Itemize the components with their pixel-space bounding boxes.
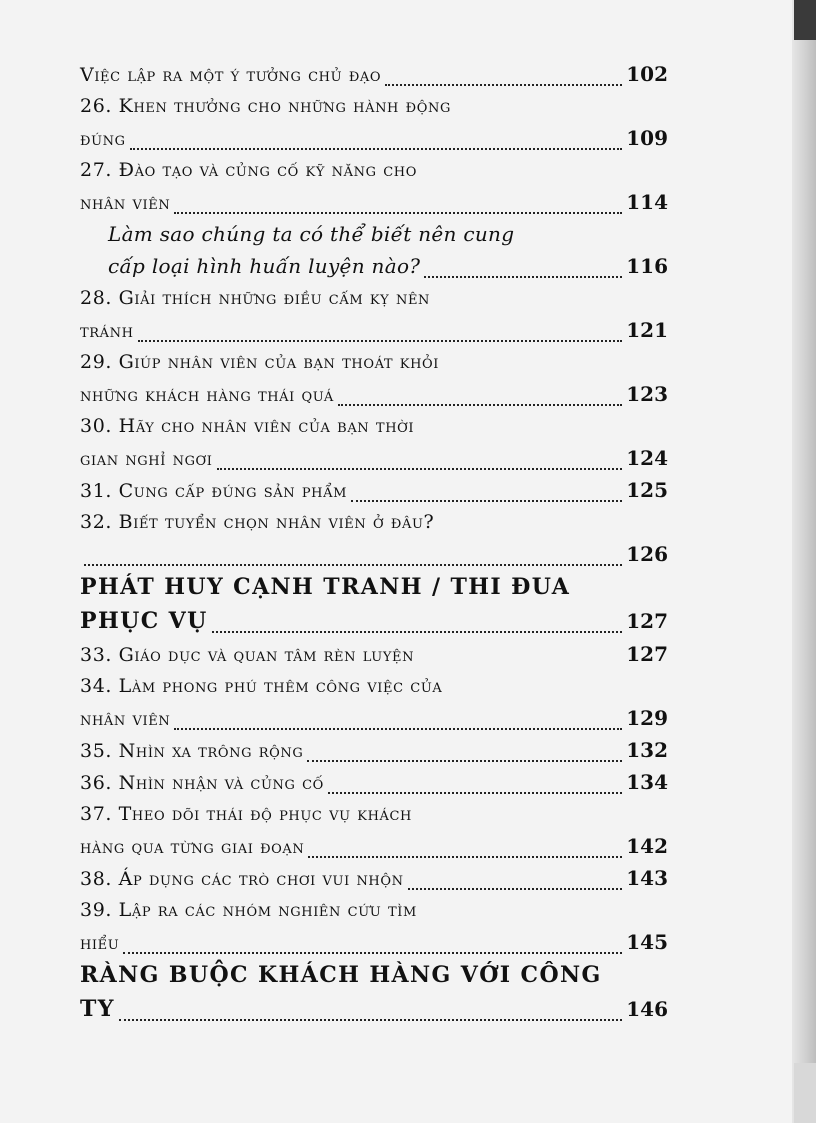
toc-entry-text: hàng qua từng giai đoạn — [80, 836, 305, 858]
toc-subentry — [80, 218, 668, 250]
page-edge-shadow — [794, 0, 816, 40]
toc-page-number: 146 — [626, 997, 668, 1021]
toc-section-heading — [80, 604, 668, 638]
toc-page-number: 127 — [626, 642, 668, 666]
toc-entry — [80, 670, 668, 702]
leader-dots — [328, 770, 622, 794]
toc-entry — [80, 58, 668, 90]
toc-entry-text: 35. Nhìn xa trông rộng — [80, 740, 304, 762]
toc-entry — [80, 410, 668, 442]
toc-entry — [80, 378, 668, 410]
toc-entry — [80, 798, 668, 830]
leader-dots — [217, 446, 623, 470]
toc-entry-text: nhân viên — [80, 192, 171, 214]
leader-dots — [338, 382, 622, 406]
toc-entry — [80, 862, 668, 894]
toc-page-number: 134 — [626, 770, 668, 794]
toc-entry-text: tránh — [80, 320, 134, 342]
leader-dots — [174, 190, 622, 214]
leader-dots — [212, 609, 623, 633]
toc-entry-text: 38. Áp dụng các trò chơi vui nhộn — [80, 868, 404, 890]
toc-page-number: 116 — [626, 254, 668, 278]
toc-page-number: 124 — [626, 446, 668, 470]
toc-entry — [80, 282, 668, 314]
toc-entry — [80, 346, 668, 378]
section-title: PHÁT HUY CẠNH TRANH / THI ĐUA — [80, 574, 571, 600]
toc-entry — [80, 894, 668, 926]
toc-entry-text: 26. Khen thưởng cho những hành động — [80, 95, 451, 117]
toc-entry-text: 33. Giáo dục và quan tâm rèn luyện — [80, 644, 415, 666]
leader-dots — [385, 62, 622, 86]
toc-page-number: 143 — [626, 866, 668, 890]
leader-dots — [351, 478, 622, 502]
toc-entry — [80, 702, 668, 734]
toc-entry-text: 39. Lập ra các nhóm nghiên cứu tìm — [80, 899, 417, 921]
toc-entry-text: Việc lập ra một ý tưởng chủ đạo — [80, 64, 382, 86]
toc-page-number: 127 — [626, 609, 668, 633]
toc-entry-text: hiểu — [80, 932, 120, 954]
page-edge — [792, 0, 816, 1123]
toc-page-number: 121 — [626, 318, 668, 342]
toc-page-number: 126 — [626, 542, 668, 566]
section-title: RÀNG BUỘC KHÁCH HÀNG VỚI CÔNG — [80, 962, 602, 988]
toc-page-number: 132 — [626, 738, 668, 762]
leader-dots — [424, 254, 622, 278]
toc-entry — [80, 766, 668, 798]
toc-section-heading — [80, 992, 668, 1026]
toc-entry-text: 34. Làm phong phú thêm công việc của — [80, 675, 443, 697]
section-title: TY — [80, 996, 115, 1022]
page-edge-bottom — [794, 1063, 816, 1123]
toc-entry-text: 30. Hãy cho nhân viên của bạn thời — [80, 415, 415, 437]
toc-entry — [80, 154, 668, 186]
toc-page-number: 125 — [626, 478, 668, 502]
toc-section-heading — [80, 570, 668, 604]
toc-entry-text: 31. Cung cấp đúng sản phẩm — [80, 480, 348, 502]
toc-entry-text: những khách hàng thái quá — [80, 384, 334, 406]
toc-entry — [80, 474, 668, 506]
toc-entry-text: gian nghỉ ngơi — [80, 448, 213, 470]
toc-entry-text: 32. Biết tuyển chọn nhân viên ở đâu? — [80, 511, 435, 533]
toc-entry-text: 27. Đào tạo và củng cố kỹ năng cho — [80, 159, 417, 181]
toc-entry — [80, 538, 668, 570]
toc-entry — [80, 442, 668, 474]
toc-entry-text: nhân viên — [80, 708, 171, 730]
toc-entry — [80, 734, 668, 766]
toc-page-number: 123 — [626, 382, 668, 406]
toc-page-number: 114 — [626, 190, 668, 214]
toc-page-number: 102 — [626, 62, 668, 86]
leader-dots — [408, 866, 623, 890]
leader-dots — [119, 997, 622, 1021]
toc-entry-text: đúng — [80, 128, 126, 150]
toc-page-number: 129 — [626, 706, 668, 730]
leader-dots — [123, 930, 622, 954]
toc-entry — [80, 314, 668, 346]
toc-entry-text: 37. Theo dõi thái độ phục vụ khách — [80, 803, 412, 825]
toc-entry-text: 28. Giải thích những điều cấm kỵ nên — [80, 287, 431, 309]
leader-dots — [307, 738, 622, 762]
leader-dots — [138, 318, 623, 342]
leader-dots — [84, 542, 622, 566]
toc-entry-text: 36. Nhìn nhận và củng cố — [80, 772, 324, 794]
toc-entry-text: Làm sao chúng ta có thể biết nên cung — [108, 222, 515, 246]
toc-entry-text: 29. Giúp nhân viên của bạn thoát khỏi — [80, 351, 440, 373]
toc-page-number: 142 — [626, 834, 668, 858]
leader-dots — [174, 706, 622, 730]
toc-page-number: 145 — [626, 930, 668, 954]
toc-entry — [80, 90, 668, 122]
toc-entry-text: cấp loại hình huấn luyện nào? — [108, 254, 421, 278]
leader-dots — [308, 834, 622, 858]
section-title: PHỤC VỤ — [80, 608, 208, 634]
leader-dots — [130, 126, 623, 150]
toc-entry — [80, 122, 668, 154]
toc-entry — [80, 186, 668, 218]
table-of-contents — [80, 58, 668, 1026]
toc-subentry — [80, 250, 668, 282]
leader-dots — [418, 643, 622, 665]
toc-section-heading — [80, 958, 668, 992]
toc-page-number: 109 — [626, 126, 668, 150]
toc-entry — [80, 830, 668, 862]
toc-entry — [80, 638, 668, 670]
toc-entry — [80, 926, 668, 958]
toc-entry — [80, 506, 668, 538]
